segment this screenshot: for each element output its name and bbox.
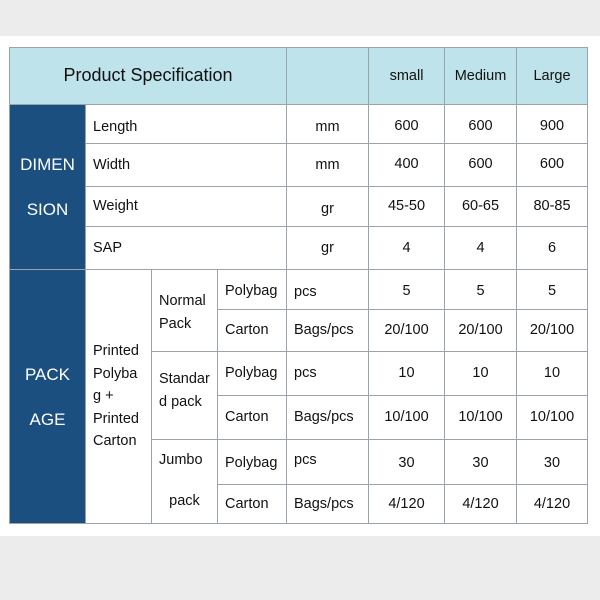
- pack-normal-label: Normal Pack: [152, 270, 218, 352]
- pack-jumbo-label-bottom: pack: [152, 482, 218, 524]
- row-length-name: Length: [86, 105, 287, 144]
- pack-jumbo-polybag-type: Polybag: [218, 440, 287, 485]
- pack-standard-polybag-type: Polybag: [218, 352, 287, 396]
- row-width-small: 400: [369, 144, 445, 187]
- header-size-small: small: [369, 47, 445, 105]
- pack-standard-carton-unit: Bags/pcs: [287, 396, 369, 440]
- pack-jumbo-carton-large: 4/120: [517, 485, 588, 524]
- pack-normal-polybag-type: Polybag: [218, 270, 287, 310]
- dimension-group-label: DIMEN SION: [9, 105, 86, 270]
- row-sap-unit: gr: [287, 227, 369, 270]
- pack-jumbo-label-top: Jumbo: [152, 440, 218, 482]
- row-sap-name: SAP: [86, 227, 287, 270]
- pack-standard-carton-medium: 10/100: [445, 396, 517, 440]
- header-size-medium: Medium: [445, 47, 517, 105]
- pack-standard-polybag-unit: pcs: [287, 352, 369, 396]
- row-sap-medium: 4: [445, 227, 517, 270]
- row-length-unit: mm: [287, 105, 369, 144]
- row-length-small: 600: [369, 105, 445, 144]
- row-width-large: 600: [517, 144, 588, 187]
- pack-standard-polybag-small: 10: [369, 352, 445, 396]
- product-spec-table: [9, 47, 588, 524]
- pack-standard-polybag-medium: 10: [445, 352, 517, 396]
- pack-jumbo-carton-type: Carton: [218, 485, 287, 524]
- pack-jumbo-carton-unit: Bags/pcs: [287, 485, 369, 524]
- pack-standard-carton-large: 10/100: [517, 396, 588, 440]
- header-size-large: Large: [517, 47, 588, 105]
- row-weight-medium: 60-65: [445, 187, 517, 227]
- pack-jumbo-carton-small: 4/120: [369, 485, 445, 524]
- pack-normal-polybag-small: 5: [369, 270, 445, 310]
- row-length-medium: 600: [445, 105, 517, 144]
- row-width-name: Width: [86, 144, 287, 187]
- pack-standard-polybag-large: 10: [517, 352, 588, 396]
- pack-jumbo-carton-medium: 4/120: [445, 485, 517, 524]
- pack-normal-carton-unit: Bags/pcs: [287, 310, 369, 352]
- spec-sheet: [0, 36, 600, 536]
- pack-jumbo-polybag-small: 30: [369, 440, 445, 485]
- pack-normal-polybag-medium: 5: [445, 270, 517, 310]
- pack-normal-carton-medium: 20/100: [445, 310, 517, 352]
- pack-normal-polybag-unit: pcs: [287, 270, 369, 310]
- row-width-unit: mm: [287, 144, 369, 187]
- pack-normal-carton-large: 20/100: [517, 310, 588, 352]
- pack-normal-polybag-large: 5: [517, 270, 588, 310]
- row-sap-large: 6: [517, 227, 588, 270]
- row-width-medium: 600: [445, 144, 517, 187]
- pack-jumbo-polybag-medium: 30: [445, 440, 517, 485]
- row-weight-name: Weight: [86, 187, 287, 227]
- pack-jumbo-polybag-large: 30: [517, 440, 588, 485]
- row-length-large: 900: [517, 105, 588, 144]
- row-weight-small: 45-50: [369, 187, 445, 227]
- package-group-label: PACK AGE: [9, 270, 86, 524]
- pack-normal-carton-small: 20/100: [369, 310, 445, 352]
- pack-standard-carton-small: 10/100: [369, 396, 445, 440]
- pack-standard-label: Standar d pack: [152, 352, 218, 440]
- row-sap-small: 4: [369, 227, 445, 270]
- package-material: Printed Polyba g + Printed Carton: [86, 270, 152, 524]
- row-weight-large: 80-85: [517, 187, 588, 227]
- table-title: Product Specification: [9, 47, 287, 105]
- pack-standard-carton-type: Carton: [218, 396, 287, 440]
- row-weight-unit: gr: [287, 187, 369, 227]
- header-unit-cell: [287, 47, 369, 105]
- pack-normal-carton-type: Carton: [218, 310, 287, 352]
- pack-jumbo-polybag-unit: pcs: [287, 440, 369, 485]
